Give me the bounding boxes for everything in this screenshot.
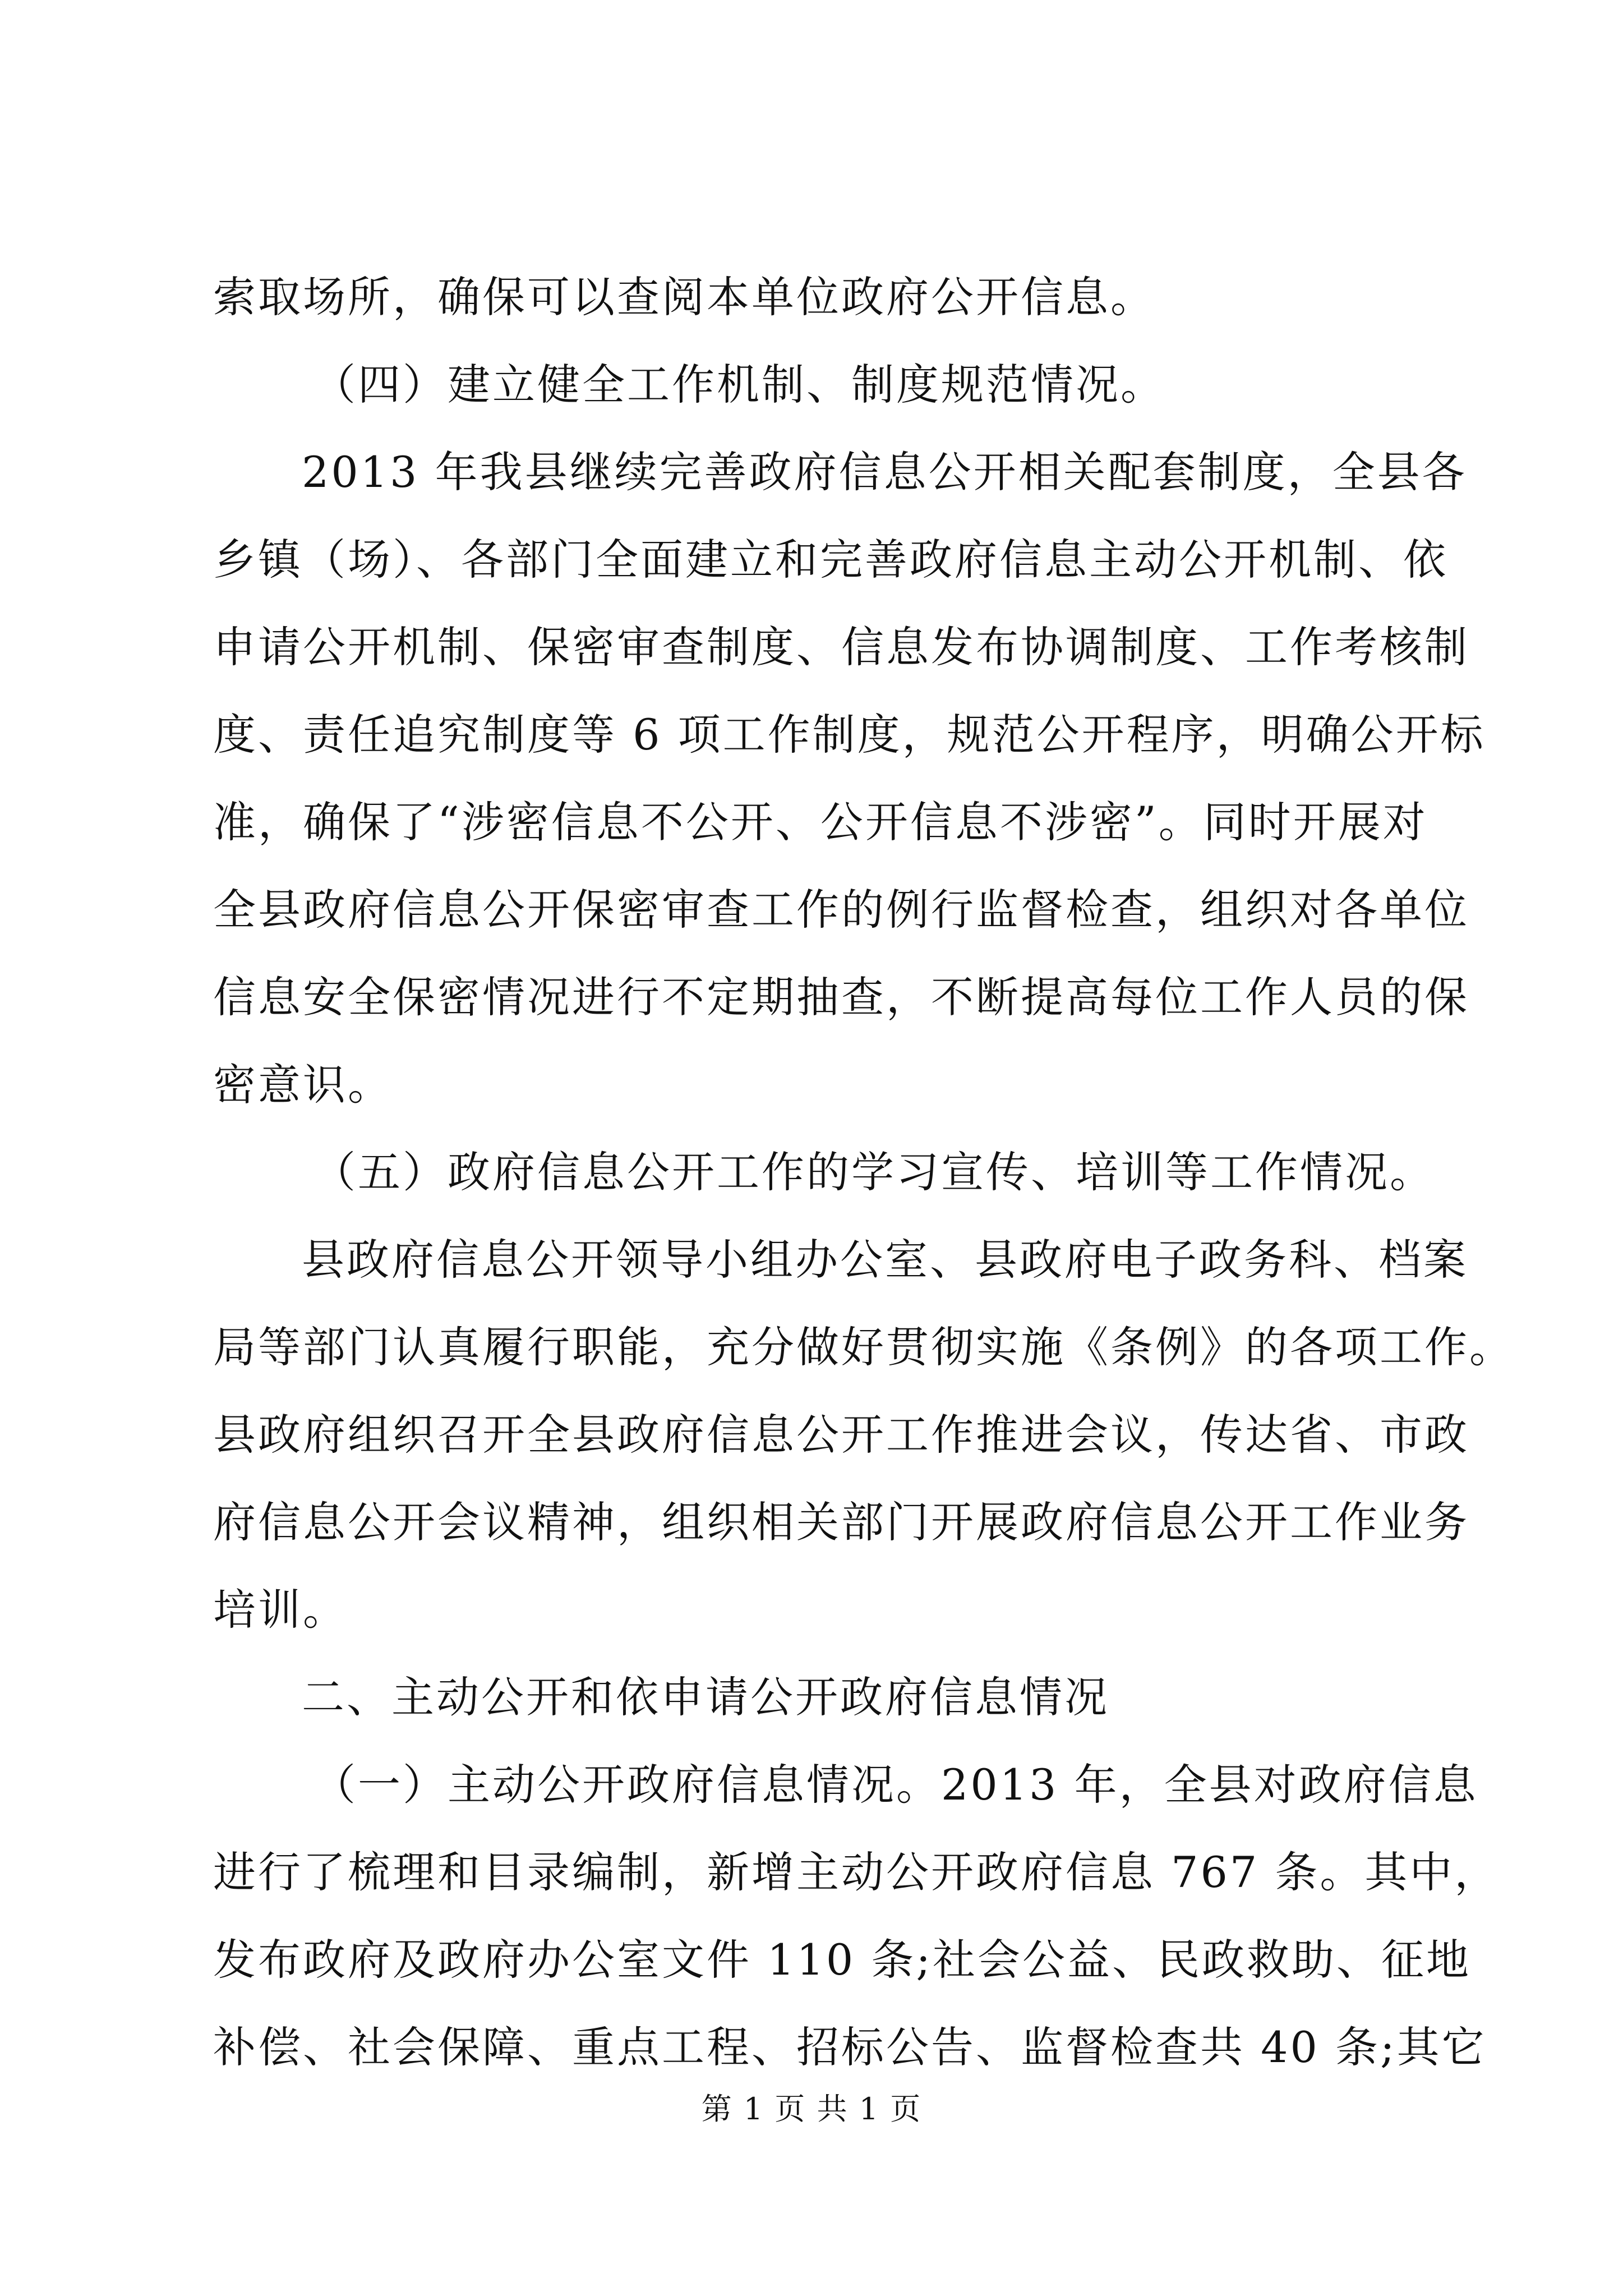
text-line-9: 信息安全保密情况进行不定期抽查，不断提高每位工作人员的保	[213, 972, 1469, 1022]
text-line-13: 局等部门认真履行职能，充分做好贯彻实施《条例》的各项工作。	[213, 1322, 1514, 1372]
text-line-16: 培训。	[213, 1585, 348, 1635]
text-line-21: 补偿、社会保障、重点工程、招标公告、监督检查共 40 条;其它	[213, 2022, 1487, 2072]
text-line-19: 进行了梳理和目录编制，新增主动公开政府信息 767 条。其中，	[213, 1847, 1500, 1897]
text-line-6: 度、责任追究制度等 6 项工作制度，规范公开程序，明确公开标	[213, 710, 1486, 760]
text-line-15: 府信息公开会议精神，组织相关部门开展政府信息公开工作业务	[213, 1497, 1469, 1547]
text-line-5: 申请公开机制、保密审查制度、信息发布协调制度、工作考核制	[213, 622, 1469, 672]
text-line-4: 乡镇（场）、各部门全面建立和完善政府信息主动公开机制、依	[213, 535, 1448, 585]
text-line-12: 县政府信息公开领导小组办公室、县政府电子政务科、档案	[302, 1235, 1468, 1285]
text-line-3: 2013 年我县继续完善政府信息公开相关配套制度，全县各	[302, 447, 1467, 497]
text-line-20: 发布政府及政府办公室文件 110 条;社会公益、民政救助、征地	[213, 1935, 1471, 1985]
text-line-7: 准，确保了“涉密信息不公开、公开信息不涉密”。同时开展对	[213, 797, 1428, 847]
chapter-heading-2: 二、主动公开和依申请公开政府信息情况	[302, 1672, 1109, 1722]
text-line-8: 全县政府信息公开保密审查工作的例行监督检查，组织对各单位	[213, 885, 1469, 935]
text-line-10: 密意识。	[213, 1060, 393, 1110]
document-body	[213, 254, 1514, 2091]
section-heading-1: （一）主动公开政府信息情况。2013 年，全县对政府信息	[313, 1760, 1478, 1810]
text-line-14: 县政府组织召开全县政府信息公开工作推进会议，传达省、市政	[213, 1410, 1469, 1460]
text-line-1: 索取场所，确保可以查阅本单位政府公开信息。	[213, 272, 1155, 322]
section-heading-5: （五）政府信息公开工作的学习宣传、培训等工作情况。	[313, 1147, 1435, 1197]
section-heading-4: （四）建立健全工作机制、制度规范情况。	[313, 360, 1165, 409]
page-footer: 第 1 页 共 1 页	[701, 2091, 922, 2127]
